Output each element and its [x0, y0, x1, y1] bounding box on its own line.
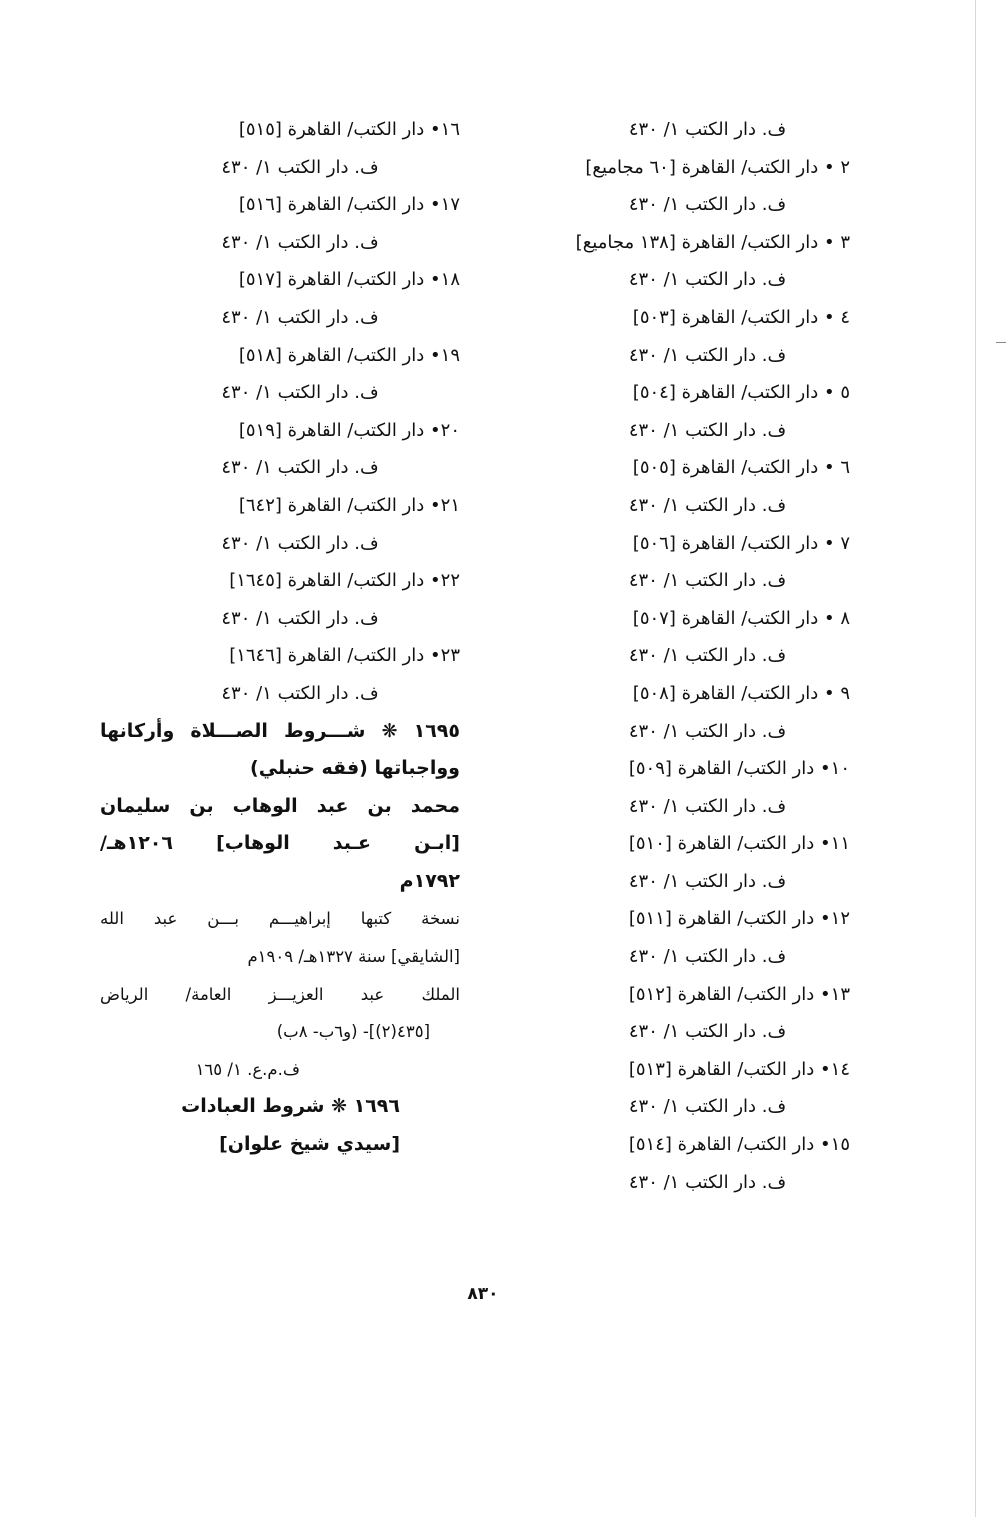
copy-location-line: ٥ • دار الكتب/ القاهرة [٥٠٤]	[632, 382, 850, 404]
copy-location-line: ١٦• دار الكتب/ القاهرة [٥١٥]	[238, 119, 460, 140]
entry-1695-title: ١٦٩٥ ❋ شـــروط الصـــلاة وأركانها	[100, 719, 460, 742]
catalog-ref-line: ف. دار الكتب ١/ ٤٣٠	[628, 194, 787, 216]
catalog-ref-line: ف. دار الكتب ١/ ٤٣٠	[221, 532, 379, 554]
catalog-ref-line: ف. دار الكتب ١/ ٤٣٠	[221, 382, 379, 404]
copy-location-line: ١٠• دار الكتب/ القاهرة [٥٠٩]	[628, 758, 850, 780]
catalog-ref-line: ف. دار الكتب ١/ ٤٣٠	[628, 645, 787, 667]
copy-location-line: ٢١• دار الكتب/ القاهرة [٦٤٢]	[238, 494, 460, 516]
copy-location-line: ١٣• دار الكتب/ القاهرة [٥١٢]	[628, 983, 850, 1005]
catalog-ref-line: ف. دار الكتب ١/ ٤٣٠	[221, 231, 379, 253]
catalog-ref-line: ف. دار الكتب ١/ ٤٣٠	[221, 306, 379, 328]
copy-location-line: ١١• دار الكتب/ القاهرة [٥١٠]	[628, 833, 850, 855]
copy-location-line: ٨ • دار الكتب/ القاهرة [٥٠٧]	[632, 607, 850, 629]
entry-1695-shelfmark: [٤٣٥(٢)]- (و٦ب- ٨ب)	[276, 1022, 430, 1042]
scan-margin-tick	[996, 342, 1006, 343]
copy-location-line: ٧ • دار الكتب/ القاهرة [٥٠٦]	[632, 532, 850, 554]
catalog-ref-line: ف. دار الكتب ١/ ٤٣٠	[221, 156, 379, 178]
entry-1695-note: نسخة كتبها إبراهيـــم بـــن عبد الله	[100, 909, 460, 929]
right-column	[505, 111, 850, 1201]
catalog-ref-line: ف. دار الكتب ١/ ٤٣٠	[221, 607, 379, 629]
copy-location-line: ٢٣• دار الكتب/ القاهرة [١٦٤٦]	[229, 645, 460, 667]
catalog-ref-line: ف. دار الكتب ١/ ٤٣٠	[628, 570, 787, 592]
entry-1695-author-alias: [ابـن عـبد الوهاب] ١٢٠٦هـ/	[100, 832, 460, 855]
entry-1695-catalog-ref: ف.م.ع. ١/ ١٦٥	[195, 1059, 300, 1079]
copy-location-line: ٩ • دار الكتب/ القاهرة [٥٠٨]	[632, 682, 850, 704]
copy-location-line: ١٨• دار الكتب/ القاهرة [٥١٧]	[238, 269, 460, 291]
copy-location-line: ٢٢• دار الكتب/ القاهرة [١٦٤٥]	[229, 570, 460, 592]
entry-1695-author-date: ١٧٩٢م	[399, 869, 460, 892]
left-column	[100, 111, 460, 1164]
copy-location-line: ١٢• دار الكتب/ القاهرة [٥١١]	[628, 908, 850, 930]
copy-location-line: ١٧• دار الكتب/ القاهرة [٥١٦]	[238, 194, 460, 216]
copy-location-line: ١٥• دار الكتب/ القاهرة [٥١٤]	[628, 1134, 850, 1156]
entry-1695	[100, 713, 460, 1089]
catalog-ref-line: ف. دار الكتب ١/ ٤٣٠	[628, 1096, 787, 1118]
catalog-ref-line: ف. دار الكتب ١/ ٤٣٠	[628, 119, 787, 140]
page-number: ٨٣٠	[467, 1284, 499, 1304]
catalog-ref-line: ف. دار الكتب ١/ ٤٣٠	[628, 344, 787, 366]
entry-1695-note-date: [الشايقي] سنة ١٣٢٧هـ/ ١٩٠٩م	[247, 947, 460, 967]
catalog-ref-line: ف. دار الكتب ١/ ٤٣٠	[628, 870, 787, 892]
left-copies-list	[100, 111, 460, 713]
catalog-ref-line: ف. دار الكتب ١/ ٤٣٠	[628, 720, 787, 742]
entry-1695-library: الملك عبد العزيـــز العامة/ الرياض	[100, 984, 460, 1004]
copy-location-line: ٢ • دار الكتب/ القاهرة [٦٠ مجاميع]	[585, 156, 850, 178]
copy-location-line: ٣ • دار الكتب/ القاهرة [١٣٨ مجاميع]	[575, 231, 850, 253]
catalog-ref-line: ف. دار الكتب ١/ ٤٣٠	[221, 682, 379, 704]
catalog-ref-line: ف. دار الكتب ١/ ٤٣٠	[628, 1021, 787, 1043]
catalog-ref-line: ف. دار الكتب ١/ ٤٣٠	[628, 795, 787, 817]
catalog-ref-line: ف. دار الكتب ١/ ٤٣٠	[221, 457, 379, 479]
entry-1695-author: محمد بن عبد الوهاب بن سليمان	[100, 794, 460, 817]
scan-margin-line	[975, 0, 976, 1517]
copy-location-line: ٢٠• دار الكتب/ القاهرة [٥١٩]	[238, 419, 460, 441]
entry-1696	[100, 1088, 460, 1163]
entry-1696-title: ١٦٩٦ ❋ شروط العبادات	[181, 1095, 400, 1118]
copy-location-line: ٦ • دار الكتب/ القاهرة [٥٠٥]	[632, 457, 850, 479]
entry-1695-title-cont: وواجباتها (فقه حنبلي)	[250, 757, 460, 780]
copy-location-line: ١٩• دار الكتب/ القاهرة [٥١٨]	[238, 344, 460, 366]
catalog-ref-line: ف. دار الكتب ١/ ٤٣٠	[628, 1171, 787, 1193]
catalog-ref-line: ف. دار الكتب ١/ ٤٣٠	[628, 419, 787, 441]
copy-location-line: ٤ • دار الكتب/ القاهرة [٥٠٣]	[632, 306, 850, 328]
copy-location-line: ١٤• دار الكتب/ القاهرة [٥١٣]	[628, 1058, 850, 1080]
catalog-ref-line: ف. دار الكتب ١/ ٤٣٠	[628, 269, 787, 291]
entry-1696-author: [سيدي شيخ علوان]	[219, 1133, 400, 1156]
catalog-ref-line: ف. دار الكتب ١/ ٤٣٠	[628, 494, 787, 516]
catalog-ref-line: ف. دار الكتب ١/ ٤٣٠	[628, 946, 787, 968]
